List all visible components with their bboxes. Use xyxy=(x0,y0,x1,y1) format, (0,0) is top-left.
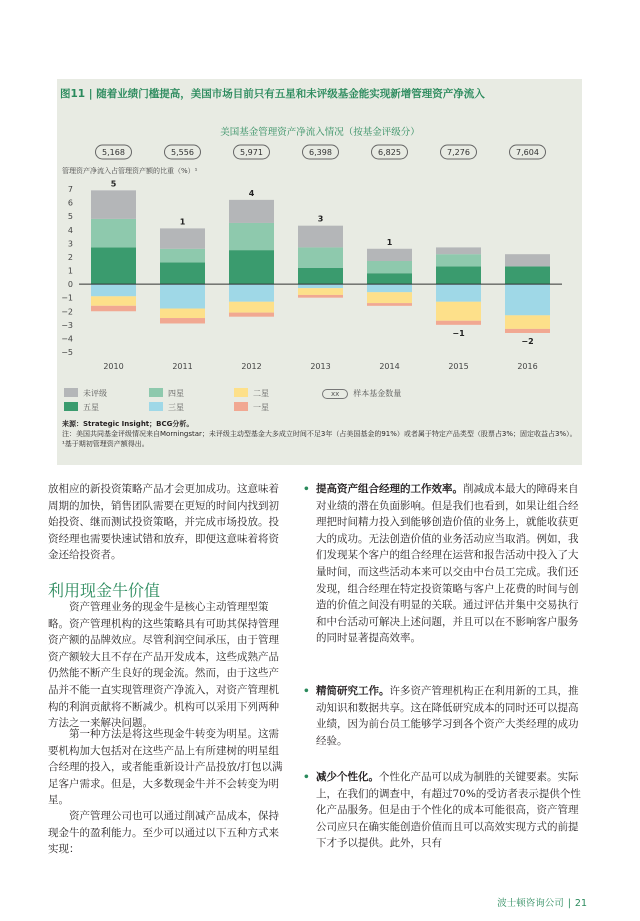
y-tick-label: −5 xyxy=(61,348,73,357)
bar-segment xyxy=(91,306,136,311)
footer-company: 波士顿咨询公司 xyxy=(497,898,564,909)
sample-count-label: 7,276 xyxy=(447,148,470,157)
legend-two-star: 二星 xyxy=(234,388,269,399)
x-tick-label: 2010 xyxy=(103,362,124,371)
bar-segment xyxy=(229,250,274,284)
legend-four-star: 四星 xyxy=(149,388,184,399)
bar-segment xyxy=(91,284,136,296)
bar-segment xyxy=(505,254,550,266)
net-flow-label: −1 xyxy=(452,328,465,338)
bar-segment xyxy=(367,303,412,306)
sample-count-label: 6,398 xyxy=(309,148,332,157)
net-flow-label: 1 xyxy=(179,217,186,227)
y-tick-label: 1 xyxy=(67,266,73,276)
bar-segment xyxy=(160,228,205,248)
left-para-1: 放相应的新投资策略产品才会更加成功。这意味着周期的加快，销售团队需要在更短的时间内找到初始投资、继而测试投资策略，并完成市场投放。投资经理也需要快速试错和放弃，即便这意味着将资金还给投资者。 xyxy=(48,483,279,562)
y-tick-label: 3 xyxy=(67,239,73,249)
bar-segment xyxy=(436,302,481,321)
net-flow-label: −2 xyxy=(521,336,534,346)
bar-segment xyxy=(91,219,136,248)
left-para-4: 资产管理公司也可以通过削减产品成本，保持现金牛的盈利能力。至少可以通过以下五种方式来实现： xyxy=(48,810,279,856)
left-para-2: 资产管理业务的现金牛是核心主动管理型策略。资产管理机构的这些策略具有可助其保持管理资产额的品牌效应。尽管利润空间承压，由于管理资产额较大且不存在产品开发成本，这些成熟产品仍然能不断产生良好的现金流。然而，由于这些产品并不能一直实现管理资产净流入，对资产管理机构的利润贡献将不断减少。机构可以采用下列两种方法之一来解决问题。 xyxy=(48,601,279,730)
footnote-main: 注：美国共同基金评级情况来自Morningstar；未评级主动型基金大多成立时间不足3年（占美国基金的91%）或者属于特定产品类型（股票占3%；固定收益占3%）。 xyxy=(62,430,577,438)
sample-count-label: 6,825 xyxy=(378,148,401,157)
source-note: 来源：Strategic Insight；BCG分析。 xyxy=(62,420,194,428)
bar-segment xyxy=(436,266,481,284)
x-tick-label: 2011 xyxy=(172,362,193,371)
bar-segment xyxy=(436,247,481,254)
bar-segment xyxy=(229,313,274,317)
bar-segment xyxy=(160,249,205,263)
bar-chart xyxy=(57,140,582,385)
sample-count-label: 5,556 xyxy=(171,148,194,157)
bar-segment xyxy=(91,247,136,284)
y-tick-label: 6 xyxy=(67,198,73,208)
bullet-portfolio-efficiency: 提高资产组合经理的工作效率。削减成本最大的障碍来自对业绩的潜在负面影响。但是我们也看到，如果让组合经理把时间精力投入到能够创造价值的业务上，就能收获更大的成功。无法创造价值的业务活动应当取消。例如，我们发现某个客户的组合经理在运营和报告活动中投入了大量时间，而这些活动本来可以交由中台员工完成。我们还发现，组合经理在特定投资策略与客户上花费的时间与创造的价值之间没有明显的关联。通过评估并集中交易执行和中台活动可解决上述问题，并且可以在不影响客户服务的同时显著提高效率。 xyxy=(316,483,579,645)
bar-segment xyxy=(298,247,343,267)
bar-segment xyxy=(160,318,205,323)
bar-segment xyxy=(367,261,412,273)
y-tick-label: −2 xyxy=(61,307,73,317)
x-tick-label: 2014 xyxy=(379,362,400,371)
bar-segment xyxy=(298,284,343,288)
y-tick-label: 7 xyxy=(67,185,73,194)
net-flow-label: 3 xyxy=(317,214,324,224)
bar-segment xyxy=(160,262,205,284)
bullet-dot: • xyxy=(303,685,310,697)
bar-segment xyxy=(229,223,274,250)
bullet-reduce-customization: 减少个性化。个性化产品可以成为制胜的关键要素。实际上，在我们的调查中，有超过70%的受访者表示提供个性化产品服务。但是由于个性化的成本可能很高，资产管理公司应只在确实能创造价值而且可以高效实现方式的前提下才予以提供。此外，只有 xyxy=(316,771,581,850)
y-tick-label: 0 xyxy=(67,280,73,290)
x-tick-label: 2015 xyxy=(448,362,469,371)
bar-segment xyxy=(229,200,274,223)
bar-segment xyxy=(505,315,550,329)
y-tick-label: 4 xyxy=(67,225,73,235)
chart-subtitle: 美国基金管理资产净流入情况（按基金评级分） xyxy=(220,127,420,138)
section-heading: 利用现金牛价值 xyxy=(48,581,161,600)
bar-segment xyxy=(436,254,481,266)
bar-segment xyxy=(298,268,343,284)
bar-segment xyxy=(91,296,136,306)
bar-segment xyxy=(505,266,550,284)
left-para-3: 第一种方法是将这些现金牛转变为明星。这需要机构加大包括对在这些产品上有所建树的明星组合经理的投入，或者能重新设计产品投放/打包以满足客户需求。但是，大多数现金牛并不会转变为明星。 xyxy=(48,728,283,807)
bar-segment xyxy=(298,288,343,295)
figure-notes xyxy=(62,419,577,449)
legend-unrated: 未评级 xyxy=(64,388,107,399)
footnote-1: ¹基于期初管理资产额得出。 xyxy=(62,440,149,448)
legend-one-star: 一星 xyxy=(234,402,269,413)
bar-segment xyxy=(367,273,412,284)
figure-title: 图11 | 随着业绩门槛提高，美国市场目前只有五星和未评级基金能实现新增管理资产净流入 xyxy=(60,88,485,100)
y-tick-label: 5 xyxy=(67,212,73,222)
bar-segment xyxy=(229,284,274,302)
bar-segment xyxy=(367,292,412,303)
y-tick-label: −1 xyxy=(61,293,73,303)
legend-sample-count: xx 样本基金数量 xyxy=(322,388,401,399)
page-footer: 波士顿咨询公司 | 21 xyxy=(497,898,587,909)
page-number: 21 xyxy=(574,898,587,909)
bar-segment xyxy=(367,249,412,261)
x-tick-label: 2013 xyxy=(310,362,331,371)
bar-segment xyxy=(91,190,136,219)
bar-segment xyxy=(505,284,550,315)
x-tick-label: 2012 xyxy=(241,362,262,371)
y-axis-label: 管理资产净流入占管理资产额的比重（%）¹ xyxy=(62,167,198,175)
bar-segment xyxy=(436,284,481,302)
legend-five-star: 五星 xyxy=(64,402,99,413)
x-tick-label: 2016 xyxy=(517,362,538,371)
bar-segment xyxy=(505,329,550,333)
bar-segment xyxy=(160,284,205,308)
bar-segment xyxy=(298,226,343,248)
bar-segment xyxy=(367,284,412,292)
sample-count-label: 7,604 xyxy=(516,148,539,157)
bar-segment xyxy=(436,321,481,325)
sample-count-label: 5,168 xyxy=(102,148,125,157)
bar-segment xyxy=(229,302,274,313)
bullet-dot: • xyxy=(303,483,310,495)
bullet-streamline-research: 精简研究工作。许多资产管理机构正在利用新的工具，推动知识和数据共享。这在降低研究成本的同时还可以提高业绩，因为前台员工能够学习到各个资产大类经理的成功经验。 xyxy=(316,685,579,747)
bar-segment xyxy=(298,295,343,298)
net-flow-label: 1 xyxy=(386,237,393,247)
y-tick-label: −4 xyxy=(61,334,73,344)
net-flow-label: 4 xyxy=(248,188,255,198)
y-tick-label: 2 xyxy=(67,252,73,262)
legend-three-star: 三星 xyxy=(149,402,184,413)
net-flow-label: 5 xyxy=(110,179,117,189)
bar-segment xyxy=(160,309,205,319)
y-tick-label: −3 xyxy=(61,320,73,330)
bullet-dot: • xyxy=(303,771,310,783)
sample-count-label: 5,971 xyxy=(240,148,263,157)
